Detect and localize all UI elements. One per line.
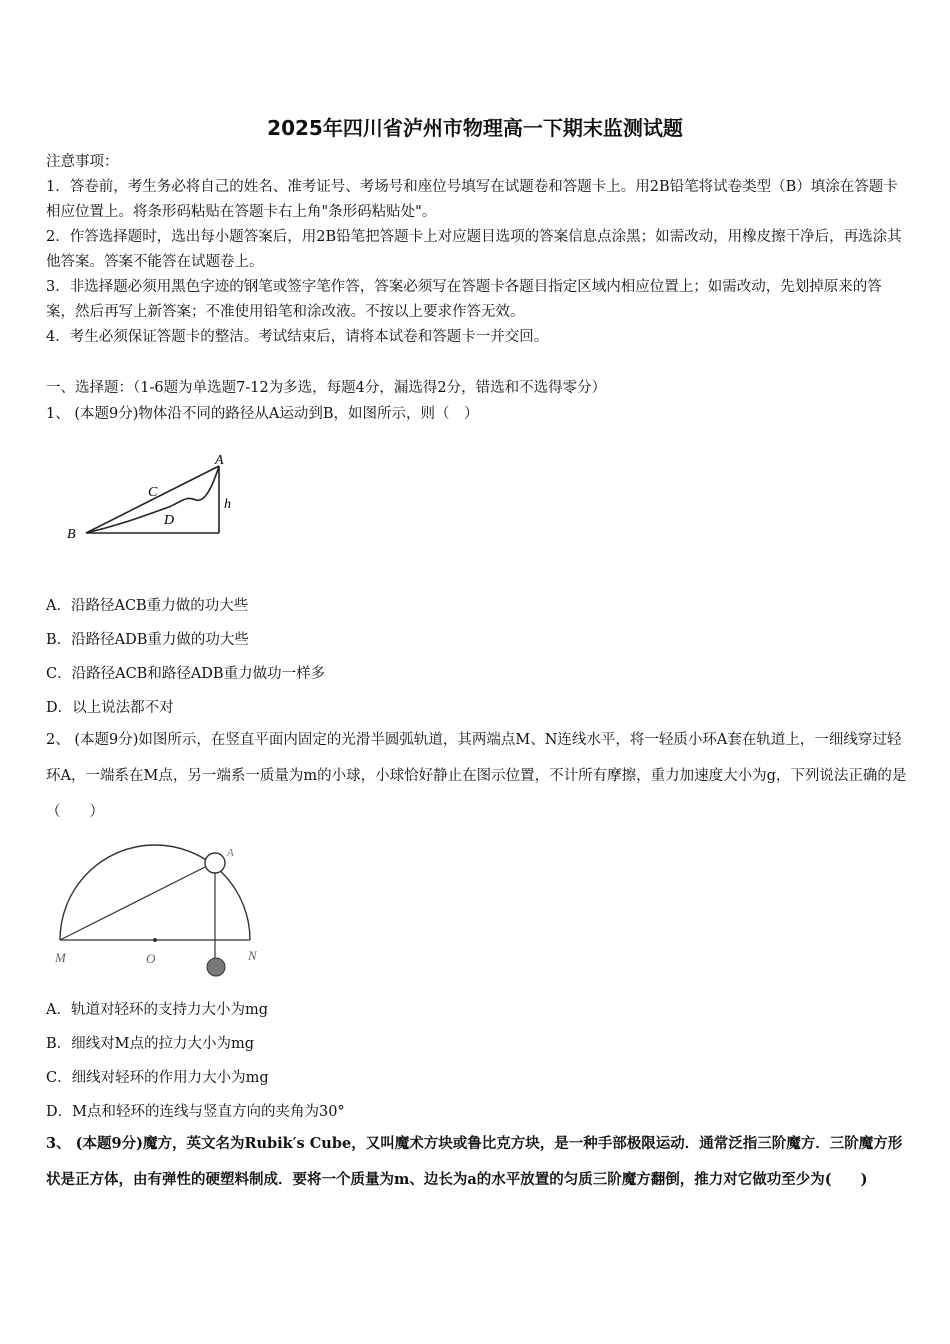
notice-item: 4．考生必须保证答题卡的整洁。考试结束后，请将本试卷和答题卡一并交回。 bbox=[46, 329, 549, 345]
question-1-option: B．沿路径ADB重力做的功大些 bbox=[46, 632, 249, 648]
string-m-to-ring bbox=[60, 863, 213, 940]
question-1-figure bbox=[64, 452, 244, 544]
notice-item: 2．作答选择题时，选出每小题答案后，用2B铅笔把答题卡上对应题目选项的答案信息点涂黑；如需改动，用橡皮擦干净后，再选涂其他答案。答案不能答在试题卷上。 bbox=[46, 229, 902, 270]
question-2-figure bbox=[50, 842, 270, 984]
question-1-stem: 1、 (本题9分)物体沿不同的路径从A运动到B，如图所示，则（ ） bbox=[46, 406, 479, 422]
question-2-stem: 2、 (本题9分)如图所示，在竖直平面内固定的光滑半圆弧轨道，其两端点M、N连线水平，将一轻质小环A套在轨道上，一细线穿过轻环A，一端系在M点，另一端系一质量为m的小球，小球恰好静止在图示位置，不计所有摩擦，重力加速度大小为g，下列说法正确的是（ ） bbox=[46, 732, 907, 820]
label-a: A bbox=[227, 847, 234, 859]
label-d: D bbox=[164, 513, 175, 528]
notice-block bbox=[46, 150, 908, 350]
question-1-option: C．沿路径ACB和路径ADB重力做功一样多 bbox=[46, 666, 326, 682]
notice-item: 3．非选择题必须用黑色字迹的钢笔或签字笔作答，答案必须写在答题卡各题目指定区域内相应位置上；如需改动，先划掉原来的答案，然后再写上新答案；不准使用铅笔和涂改液。不按以上要求作答无效。 bbox=[46, 279, 882, 320]
label-o: O bbox=[146, 951, 156, 966]
question-1-option: A．沿路径ACB重力做的功大些 bbox=[46, 598, 249, 614]
ball bbox=[207, 958, 225, 976]
label-h: h bbox=[224, 497, 231, 512]
page-title: 2025年四川省泸州市物理高一下期末监测试题 bbox=[267, 116, 683, 140]
label-b: B bbox=[67, 527, 76, 542]
label-a: A bbox=[215, 453, 224, 468]
ring-a bbox=[205, 853, 225, 873]
question-2-option: D．M点和轻环的连线与竖直方向的夹角为30° bbox=[46, 1104, 345, 1120]
question-1-option: D．以上说法都不对 bbox=[46, 700, 174, 716]
question-3-stem: 3、 (本题9分)魔方，英文名为Rubik′s Cube，又叫魔术方块或鲁比克方块，是一种手部极限运动．通常泛指三阶魔方．三阶魔方形状是正方体，由有弹性的硬塑料制成．要将一个质量为m、边长为a的水平放置的匀质三阶魔方翻倒，推力对它做功至少为( ) bbox=[46, 1135, 903, 1188]
section-heading: 一、选择题：（1-6题为单选题7-12为多选，每题4分，漏选得2分，错选和不选得零分） bbox=[46, 380, 607, 396]
notice-item: 1．答卷前，考生务必将自己的姓名、准考证号、考场号和座位号填写在试题卷和答题卡上。用2B铅笔将试卷类型（B）填涂在答题卡相应位置上。将条形码粘贴在答题卡右上角"条形码粘贴处"。 bbox=[46, 179, 898, 220]
label-n: N bbox=[248, 948, 257, 963]
label-m: M bbox=[55, 950, 66, 965]
question-2-option: C．细线对轻环的作用力大小为mg bbox=[46, 1070, 269, 1086]
notice-heading: 注意事项： bbox=[46, 154, 119, 170]
question-2-option: A．轨道对轻环的支持力大小为mg bbox=[46, 1002, 269, 1018]
question-2-option: B．细线对M点的拉力大小为mg bbox=[46, 1036, 255, 1052]
center-point-o bbox=[153, 938, 157, 942]
label-c: C bbox=[148, 485, 158, 500]
